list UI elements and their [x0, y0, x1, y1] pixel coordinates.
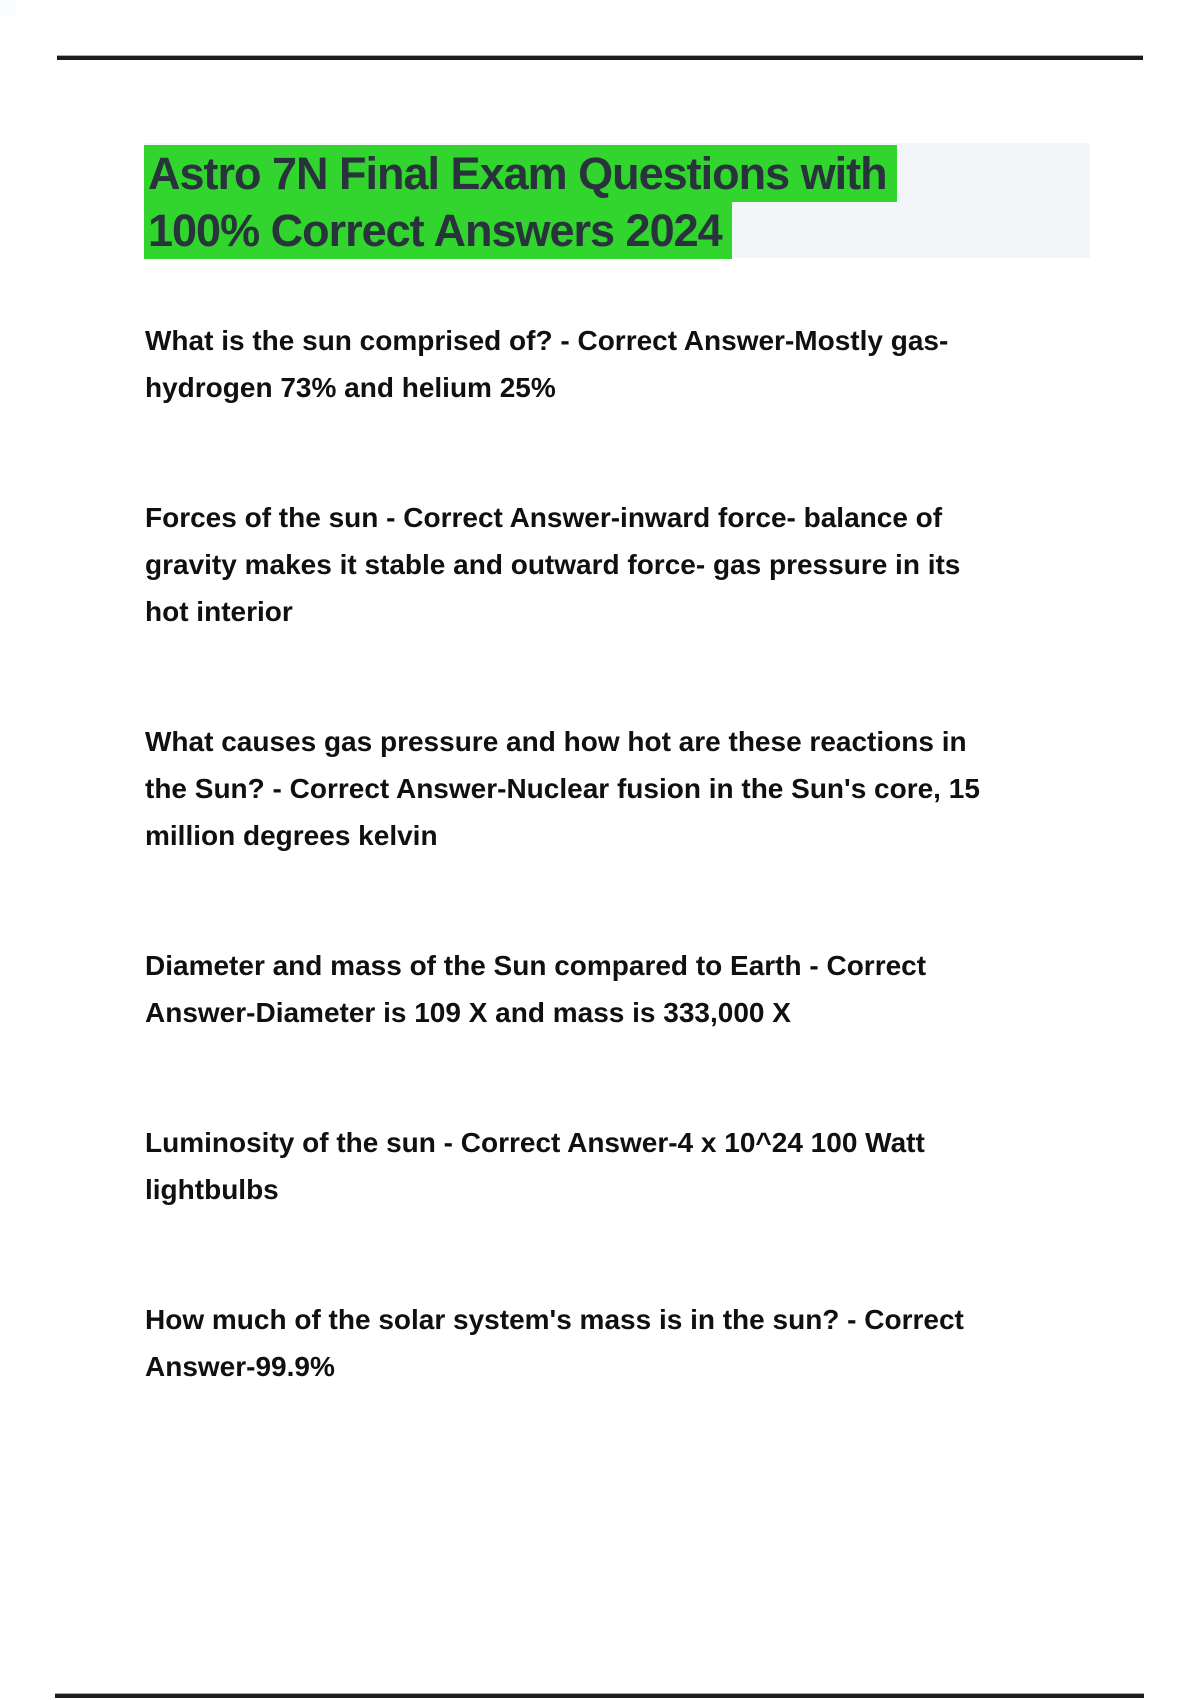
qa-item-sun-composition [145, 317, 1105, 411]
page-title [144, 143, 1090, 259]
title-line-2: 100% Correct Answers 2024 [144, 202, 732, 259]
qa-line: Forces of the sun - Correct Answer-inward force- balance of [145, 502, 943, 533]
qa-line: lightbulbs [145, 1174, 279, 1205]
top-horizontal-rule [57, 55, 1143, 60]
qa-item-solar-system-mass [145, 1296, 1105, 1390]
title-block [144, 143, 1090, 258]
qa-item-sun-forces [145, 494, 1105, 635]
qa-line: What causes gas pressure and how hot are these reactions in [145, 726, 967, 757]
qa-item-luminosity [145, 1119, 1105, 1213]
qa-item-gas-pressure [145, 718, 1105, 859]
qa-list [145, 317, 1105, 1473]
qa-line: Diameter and mass of the Sun compared to Earth - Correct [145, 950, 927, 981]
qa-line: What is the sun comprised of? - Correct Answer-Mostly gas- [145, 325, 949, 356]
qa-line: gravity makes it stable and outward force- gas pressure in its [145, 549, 961, 580]
qa-line: hot interior [145, 596, 293, 627]
scan-corner-artifact [0, 0, 16, 16]
title-line-1: Astro 7N Final Exam Questions with [144, 145, 897, 202]
bottom-horizontal-rule [55, 1693, 1144, 1698]
qa-line: the Sun? - Correct Answer-Nuclear fusion in the Sun's core, 15 [145, 773, 980, 804]
qa-line: How much of the solar system's mass is in the sun? - Correct [145, 1304, 964, 1335]
qa-line: hydrogen 73% and helium 25% [145, 372, 556, 403]
qa-line: Answer-Diameter is 109 X and mass is 333,000 X [145, 997, 791, 1028]
qa-line: Luminosity of the sun - Correct Answer-4 x 10^24 100 Watt [145, 1127, 925, 1158]
qa-line: Answer-99.9% [145, 1351, 335, 1382]
qa-item-diameter-mass [145, 942, 1105, 1036]
qa-line: million degrees kelvin [145, 820, 438, 851]
